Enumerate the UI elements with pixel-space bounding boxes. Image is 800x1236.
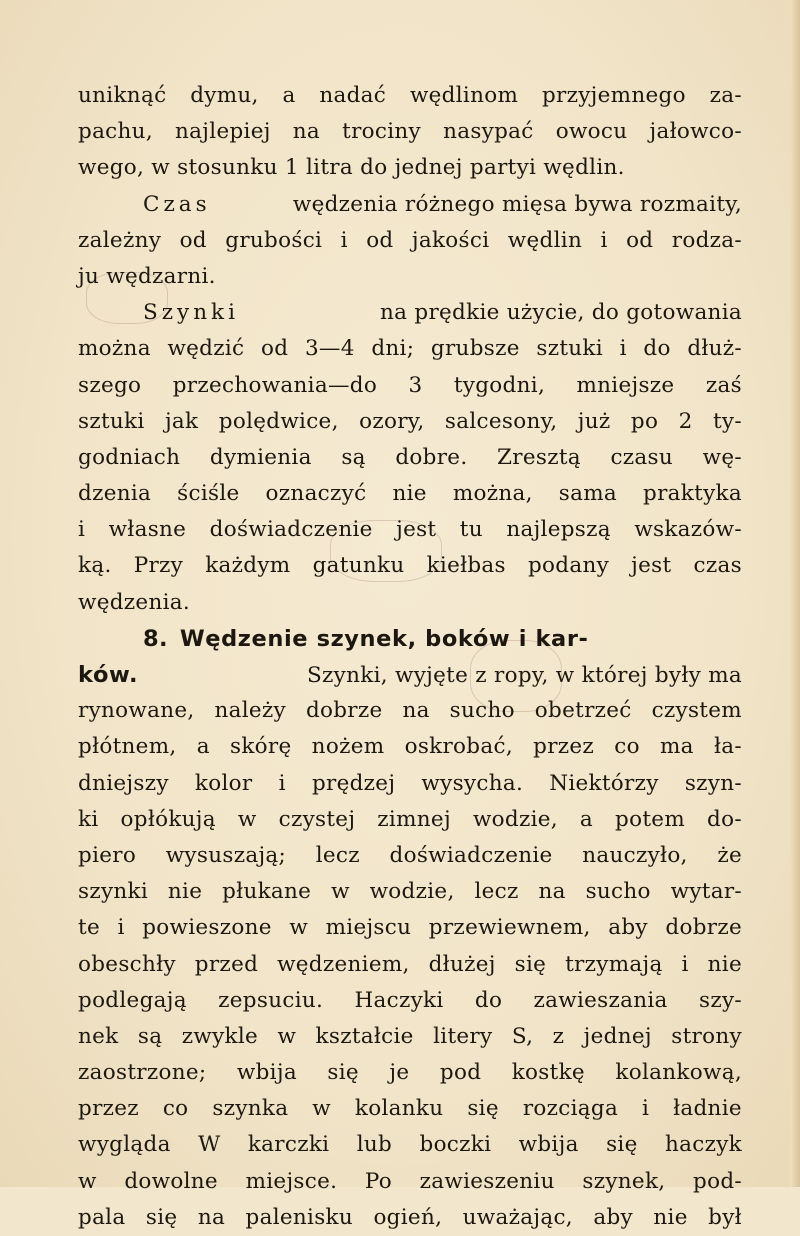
word: ładnie xyxy=(673,1096,742,1122)
line-text: wędzenia różnego mięsa bywa rozmaity, xyxy=(292,191,742,217)
text-line xyxy=(78,295,742,331)
word: jest xyxy=(631,553,672,579)
word: wędlinom xyxy=(409,83,519,108)
word: nadać xyxy=(319,83,387,108)
word: potem xyxy=(615,806,686,832)
word: Zresztą xyxy=(497,444,581,470)
word: wę- xyxy=(702,444,742,470)
text-line xyxy=(78,548,742,584)
word: i xyxy=(340,227,348,253)
word: i xyxy=(278,770,286,796)
text-line xyxy=(78,585,742,621)
word: uniknąć xyxy=(78,83,167,108)
word: ma xyxy=(660,734,694,760)
word: nie xyxy=(653,1204,688,1230)
word: w xyxy=(312,1096,331,1122)
word: i xyxy=(117,915,125,941)
word: nożem xyxy=(311,734,385,760)
text-line xyxy=(78,1091,742,1127)
word: oskrobać, xyxy=(404,734,513,760)
text-line xyxy=(78,802,742,838)
line-text xyxy=(78,874,742,910)
word: gatunku xyxy=(312,553,405,579)
line-text xyxy=(78,1019,742,1055)
word: Haczyki xyxy=(354,987,444,1013)
word: wbija xyxy=(518,1132,579,1158)
word: wbija xyxy=(236,1060,297,1086)
word: nauczyło, xyxy=(582,842,688,868)
word: palenisku xyxy=(245,1204,354,1230)
text-line xyxy=(78,368,742,404)
text-line xyxy=(78,512,742,548)
word: a xyxy=(282,83,296,108)
page-text xyxy=(78,78,742,1236)
line-text: na prędkie użycie, do gotowania xyxy=(379,300,742,326)
word: jakości xyxy=(411,227,490,253)
word: rozciąga xyxy=(522,1096,619,1122)
line-text xyxy=(78,331,742,367)
word: ozory, xyxy=(359,408,425,434)
word: przyjemnego xyxy=(541,83,686,108)
word: wygląda xyxy=(78,1132,171,1158)
word: ściśle xyxy=(177,481,240,507)
word: prędzej xyxy=(311,770,396,796)
text-line xyxy=(78,150,742,186)
word: wodzie, xyxy=(472,806,558,832)
text-line xyxy=(78,910,742,946)
spaced-lead-word: Czas xyxy=(143,191,211,217)
word: uważając, xyxy=(462,1204,573,1230)
word: był xyxy=(708,1204,742,1230)
word: tygodni, xyxy=(453,372,546,398)
word: ki xyxy=(78,806,99,832)
word: co xyxy=(614,734,640,760)
word: w xyxy=(78,1168,97,1194)
section-title-part2: ków. xyxy=(78,662,139,688)
word: zależny xyxy=(78,227,162,253)
word: są xyxy=(137,1023,163,1049)
section-number: 8. xyxy=(143,625,168,652)
word: nie xyxy=(167,879,203,905)
word: najlepiej xyxy=(175,119,271,145)
word: a xyxy=(196,734,210,760)
word: zawieszania xyxy=(533,987,668,1013)
word: sztuki xyxy=(78,408,145,434)
section-heading-line xyxy=(78,621,742,657)
word: wędzeniem, xyxy=(277,951,410,977)
word: z xyxy=(552,1023,565,1049)
word: haczyk xyxy=(664,1132,742,1158)
word: na xyxy=(292,119,321,145)
word: piero xyxy=(78,842,137,868)
text-line xyxy=(78,259,742,295)
word: do- xyxy=(707,806,742,832)
word: oznaczyć xyxy=(265,481,367,507)
text-line xyxy=(78,874,742,910)
word: doświadczenie xyxy=(209,517,373,543)
text-line xyxy=(78,1127,742,1163)
word: aby xyxy=(593,1204,633,1230)
word: strony xyxy=(671,1023,742,1049)
word: własne xyxy=(108,517,187,543)
word: grubości xyxy=(225,227,323,253)
word: dzenia xyxy=(78,481,152,507)
word: szynki xyxy=(78,879,149,905)
word: ła- xyxy=(713,734,742,760)
word: doświadczenie xyxy=(389,842,553,868)
spaced-lead-word: Szynki xyxy=(143,300,239,326)
word: szego xyxy=(78,372,142,398)
text-line xyxy=(78,983,742,1019)
word: czas xyxy=(693,553,742,579)
text-line xyxy=(78,78,742,114)
word: się xyxy=(514,951,547,977)
word: można, xyxy=(452,481,533,507)
line-text xyxy=(78,512,742,548)
word: w xyxy=(277,1023,297,1049)
word: opłókują xyxy=(120,806,216,832)
word: skórę xyxy=(229,734,292,760)
word: rodza- xyxy=(671,227,742,253)
line-text: wego, w stosunku 1 litra do jednej partyi wędlin. xyxy=(78,155,625,181)
word: dłużej xyxy=(428,951,496,977)
word: pala xyxy=(78,1204,126,1230)
word: nie xyxy=(392,481,427,507)
word: szynek, xyxy=(582,1168,666,1194)
word: przechowania—do xyxy=(172,372,378,398)
word: dymu, xyxy=(190,83,259,108)
word: czasu xyxy=(610,444,674,470)
word: 2 xyxy=(678,408,693,434)
word: w xyxy=(289,915,309,941)
word: dni; xyxy=(371,336,415,362)
word: kiełbas xyxy=(426,553,506,579)
text-line xyxy=(78,1164,742,1200)
word: zwykle xyxy=(181,1023,259,1049)
word: szyn- xyxy=(684,770,742,796)
word: kostkę xyxy=(511,1060,585,1086)
word: należy xyxy=(214,698,287,724)
word: obeschły xyxy=(78,951,176,977)
word: dobrze xyxy=(665,915,742,941)
word: sztuki xyxy=(536,336,603,362)
word: sucho xyxy=(449,698,515,724)
word: czystem xyxy=(651,698,742,724)
word: w xyxy=(331,879,350,905)
word: od xyxy=(261,336,289,362)
word: że xyxy=(717,842,742,868)
word: nek xyxy=(78,1023,119,1049)
word: ką. xyxy=(78,553,112,579)
word: zimnej xyxy=(377,806,451,832)
word: miejsce. xyxy=(245,1168,338,1194)
word: szy- xyxy=(698,987,742,1013)
word: grubsze xyxy=(430,336,520,362)
text-line xyxy=(78,729,742,765)
word: miejscu xyxy=(325,915,412,941)
line-text xyxy=(78,838,742,874)
word: godniach xyxy=(78,444,181,470)
line-text: ju wędzarni. xyxy=(78,263,216,289)
text-line xyxy=(78,766,742,802)
word: przez xyxy=(78,1096,139,1122)
word: do xyxy=(474,987,503,1013)
word: na xyxy=(538,879,566,905)
line-text xyxy=(78,1055,742,1091)
word: wytar- xyxy=(670,879,742,905)
word: lecz xyxy=(474,879,519,905)
word: je xyxy=(389,1060,410,1086)
word: szynka xyxy=(212,1096,289,1122)
text-line xyxy=(78,187,742,223)
text-line xyxy=(78,657,742,693)
word: powieszone xyxy=(142,915,272,941)
word: a xyxy=(579,806,594,832)
word: na xyxy=(402,698,430,724)
word: i xyxy=(600,227,608,253)
word: za- xyxy=(709,83,742,108)
word: dłuż- xyxy=(687,336,742,362)
word: polędwice, xyxy=(218,408,339,434)
word: jest xyxy=(396,517,437,543)
line-text xyxy=(78,223,742,259)
word: nie xyxy=(707,951,742,977)
word: podlegają xyxy=(78,987,187,1013)
line-text xyxy=(78,404,742,440)
word: płukane xyxy=(222,879,312,905)
word: i xyxy=(681,951,689,977)
word: zawieszeniu xyxy=(419,1168,555,1194)
word: trociny xyxy=(342,119,421,145)
word: dobre. xyxy=(395,444,468,470)
word: pod- xyxy=(693,1168,742,1194)
line-text xyxy=(78,1164,742,1200)
word: lecz xyxy=(315,842,360,868)
word: owocu xyxy=(555,119,628,145)
word: lub xyxy=(356,1132,393,1158)
word: Po xyxy=(364,1168,393,1194)
word: kolor xyxy=(194,770,253,796)
word: kolankową, xyxy=(615,1060,742,1086)
word: zaostrzone; xyxy=(78,1060,207,1086)
word: od xyxy=(366,227,394,253)
word: W xyxy=(198,1132,221,1158)
line-text xyxy=(78,910,742,946)
word: i xyxy=(619,336,627,362)
word: jak xyxy=(164,408,199,434)
text-line xyxy=(78,1200,742,1236)
word: podany xyxy=(527,553,610,579)
word: przez xyxy=(533,734,595,760)
word: wysycha. xyxy=(421,770,524,796)
word: wędlin xyxy=(507,227,583,253)
text-line xyxy=(78,114,742,150)
word: wędzić xyxy=(167,336,245,362)
text-line xyxy=(78,440,742,476)
word: przed xyxy=(194,951,259,977)
line-text xyxy=(78,1200,742,1236)
line-text xyxy=(78,476,742,512)
word: te xyxy=(78,915,100,941)
word: 3—4 xyxy=(304,336,355,362)
word: po xyxy=(630,408,659,434)
line-text xyxy=(78,368,742,404)
word: ty- xyxy=(712,408,742,434)
word: pachu, xyxy=(78,119,153,145)
line-text xyxy=(78,78,742,114)
word: się xyxy=(327,1060,359,1086)
word: wskazów- xyxy=(634,517,742,543)
word: Niektórzy xyxy=(549,770,659,796)
word: ogień, xyxy=(373,1204,443,1230)
text-line xyxy=(78,223,742,259)
page-edge xyxy=(790,0,800,1187)
word: kolanku xyxy=(354,1096,444,1122)
word: i xyxy=(642,1096,650,1122)
line-text xyxy=(78,440,742,476)
word: jałowco- xyxy=(649,119,742,145)
text-line xyxy=(78,476,742,512)
word: obetrzeć xyxy=(534,698,632,724)
line-text: Szynki, wyjęte z ropy, w której były ma xyxy=(307,663,742,688)
word: dymienia xyxy=(209,444,312,470)
word: sucho xyxy=(585,879,651,905)
word: zaś xyxy=(705,372,742,398)
line-text xyxy=(78,947,742,983)
line-text xyxy=(78,114,742,150)
word: przewiewnem, xyxy=(428,915,591,941)
word: do xyxy=(643,336,671,362)
word: od xyxy=(626,227,654,253)
line-text: wędzenia. xyxy=(78,589,191,615)
word: sama xyxy=(558,481,618,507)
word: się xyxy=(467,1096,499,1122)
word: od xyxy=(179,227,207,253)
word: jednej xyxy=(583,1023,652,1049)
line-text xyxy=(78,693,742,729)
word: się xyxy=(606,1132,638,1158)
word: salcesony, xyxy=(444,408,558,434)
word: mniejsze xyxy=(576,372,675,398)
word: i xyxy=(78,517,86,543)
word: dowolne xyxy=(124,1168,218,1194)
word: S, xyxy=(511,1023,534,1049)
word: już xyxy=(577,408,611,434)
word: nasypać xyxy=(443,119,534,145)
text-line xyxy=(78,1019,742,1055)
word: rynowane, xyxy=(78,698,195,724)
word: litery xyxy=(433,1023,493,1049)
word: dniejszy xyxy=(78,770,169,796)
word: trzymają xyxy=(565,951,663,977)
word: tu xyxy=(459,517,483,543)
word: pod xyxy=(439,1060,482,1086)
text-line xyxy=(78,947,742,983)
text-line xyxy=(78,404,742,440)
word: aby xyxy=(608,915,648,941)
text-line xyxy=(78,693,742,729)
text-line xyxy=(78,838,742,874)
word: 3 xyxy=(408,372,423,398)
section-title-part1: Wędzenie szynek, boków i kar- xyxy=(179,625,589,652)
text-line xyxy=(78,331,742,367)
line-text xyxy=(78,729,742,765)
word: czystej xyxy=(278,806,356,832)
word: na xyxy=(197,1204,226,1230)
word: praktyka xyxy=(643,481,742,507)
word: co xyxy=(162,1096,189,1122)
word: się xyxy=(145,1204,178,1230)
text-line xyxy=(78,1055,742,1091)
line-text xyxy=(78,766,742,802)
line-text xyxy=(78,548,742,584)
word: zepsuciu. xyxy=(218,987,324,1013)
word: są xyxy=(341,444,366,470)
line-text xyxy=(78,1127,742,1163)
section-heading xyxy=(143,621,588,658)
line-text xyxy=(78,1091,742,1127)
word: można xyxy=(78,336,151,362)
word: wodzie, xyxy=(369,879,455,905)
word: kształcie xyxy=(315,1023,414,1049)
word: wysuszają; xyxy=(165,842,287,868)
word: każdym xyxy=(205,553,291,579)
line-text xyxy=(78,802,742,838)
word: w xyxy=(237,806,257,832)
word: karczki xyxy=(247,1132,330,1158)
word: najlepszą xyxy=(506,517,611,543)
word: Przy xyxy=(133,553,184,579)
word: boczki xyxy=(419,1132,492,1158)
word: płótnem, xyxy=(78,734,177,760)
word: dobrze xyxy=(305,698,383,724)
line-text xyxy=(78,983,742,1019)
